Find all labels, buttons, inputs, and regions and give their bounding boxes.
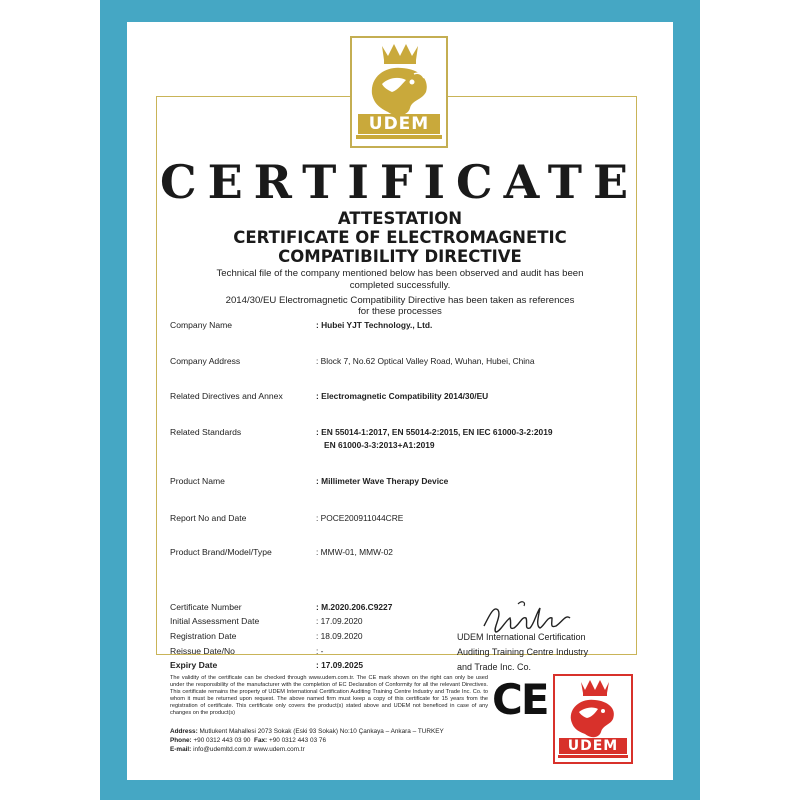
contact-email (170, 746, 305, 754)
intro-line-3: 2014/30/EU Electromagnetic Compatibility Directive has been taken as references (225, 295, 575, 306)
intro-line-4: for these processes (358, 306, 442, 317)
reissue-label: Reissue Date/No (170, 646, 235, 656)
udem-logo-top (350, 36, 448, 148)
expiry-date-value: : 17.09.2025 (316, 660, 364, 670)
directives-label: Related Directives and Annex (170, 391, 283, 401)
initial-assessment-value: : 17.09.2020 (316, 616, 363, 626)
heading-attestation: ATTESTATION (337, 209, 463, 228)
email-label: E-mail: (170, 746, 192, 753)
brand-label: Product Brand/Model/Type (170, 547, 272, 557)
brand-value: : MMW-01, MMW-02 (316, 547, 393, 557)
heading-directive: COMPATIBILITY DIRECTIVE (278, 247, 522, 266)
company-name-value: : Hubei YJT Technology., Ltd. (316, 320, 433, 330)
cert-number-value: : M.2020.206.C9227 (316, 602, 393, 612)
initial-assessment-label: Initial Assessment Date (170, 616, 260, 626)
email-value: info@udemltd.com.tr www.udem.com.tr (193, 746, 305, 753)
company-address-value: : Block 7, No.62 Optical Valley Road, Wuhan, Hubei, China (316, 356, 535, 366)
registration-date-value: : 18.09.2020 (316, 631, 363, 641)
product-name-label: Product Name (170, 476, 225, 486)
intro-line-1: Technical file of the company mentioned below has been observed and audit has been (216, 268, 584, 279)
standards-value-2: EN 61000-3-3:2013+A1:2019 (324, 440, 435, 450)
authority-line-1: UDEM International Certification (457, 632, 586, 642)
address-value: Mutlukent Mahallesi 2073 Sokak (Eski 93 Sokak) No:10 Çankaya – Ankara – TURKEY (199, 728, 444, 735)
company-address-label: Company Address (170, 356, 241, 366)
intro-line-2: completed successfully. (349, 280, 451, 291)
udem-logo-bottom-text: UDEM (567, 738, 619, 754)
registration-date-label: Registration Date (170, 631, 237, 641)
phone-value: +90 0312 443 03 90 (193, 737, 251, 744)
report-value: : POCE200911044CRE (316, 513, 404, 523)
ce-mark-icon: CE (492, 675, 548, 724)
contact-address (170, 728, 444, 736)
address-label: Address: (170, 728, 198, 735)
udem-logo-bottom (553, 674, 633, 764)
contact-phone-fax (170, 737, 326, 745)
standards-label: Related Standards (170, 427, 242, 437)
product-name-value: : Millimeter Wave Therapy Device (316, 476, 449, 486)
authority-line-3: and Trade Inc. Co. (457, 662, 532, 672)
authority-line-2: Auditing Training Centre Industry (457, 647, 589, 657)
phone-label: Phone: (170, 737, 192, 744)
report-label: Report No and Date (170, 513, 247, 523)
heading-certificate-type: CERTIFICATE OF ELECTROMAGNETIC (233, 228, 567, 247)
udem-logo-top-text: UDEM (368, 114, 430, 134)
fax-label: Fax: (254, 737, 268, 744)
certificate-title: CERTIFICATE (160, 155, 640, 209)
reissue-value: : - (316, 646, 324, 656)
standards-value-1: : EN 55014-1:2017, EN 55014-2:2015, EN IEC 61000-3-2:2019 (316, 427, 553, 437)
company-name-label: Company Name (170, 320, 233, 330)
validity-fine-print: The validity of the certificate can be checked through www.udem.com.tr. The CE mark shown on the right can only be used under the responsibility of the manufacturer with the completion of EC Declaration of Conformity for all the relevant Directives. This certificate remains the property of UDEM International Certification Auditing Training Centre Industry and Trade Inc. Co. to whom it must be returned upon request. The above named firm must keep a copy of this certificate for 15 years from the registration of certificate. This certificate only covers the product(s) stated above and UDEM not beneficed in case of any changes on the product(s) (170, 675, 488, 717)
expiry-date-label: Expiry Date (170, 660, 218, 670)
directives-value: : Electromagnetic Compatibility 2014/30/EU (316, 391, 489, 401)
fax-value: +90 0312 443 03 76 (268, 737, 327, 744)
cert-number-label: Certificate Number (170, 602, 242, 612)
